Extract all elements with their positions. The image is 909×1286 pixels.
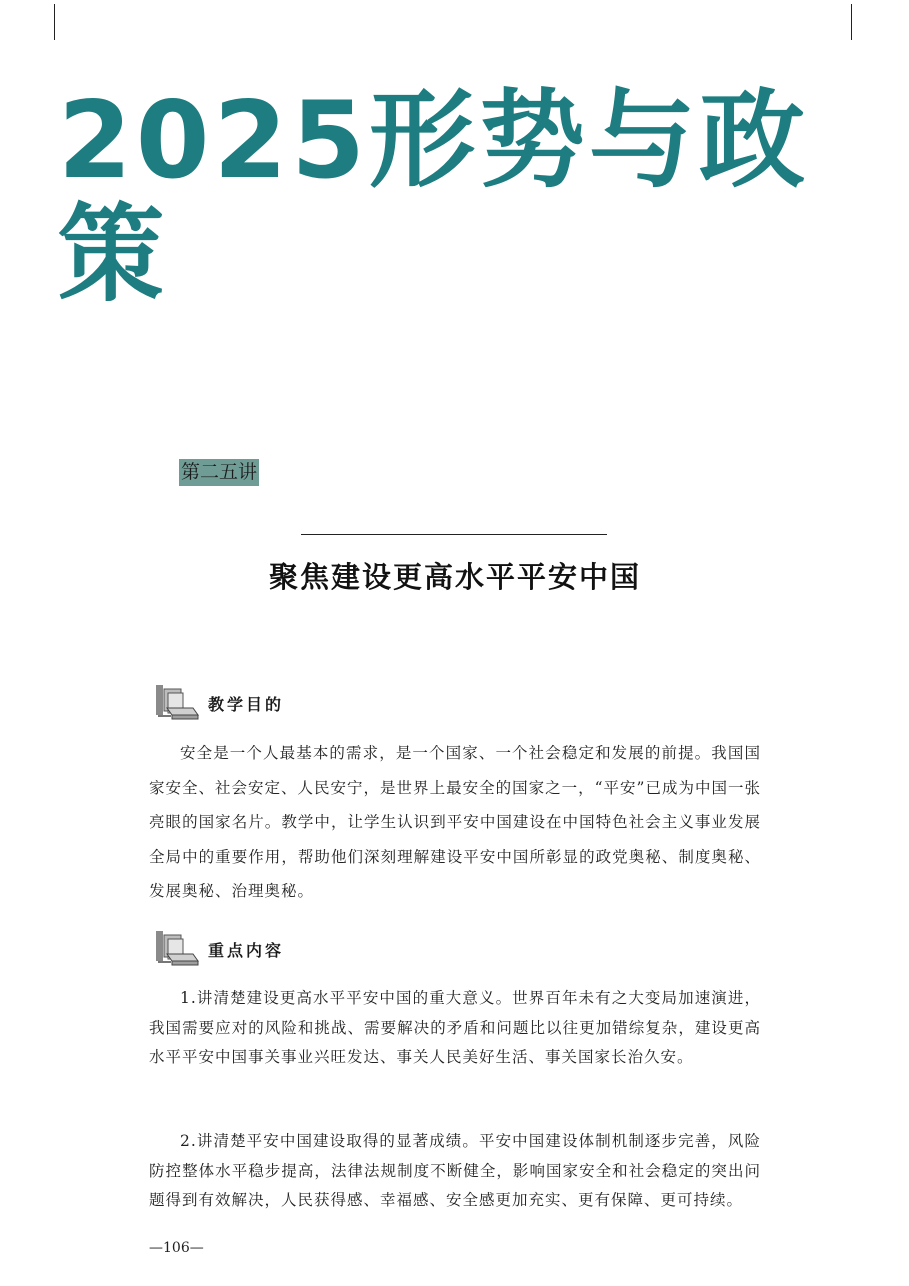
objectives-paragraph: 安全是一个人最基本的需求，是一个国家、一个社会稳定和发展的前提。我国国家安全、社会安定、人民安宁，是世界上最安全的国家之一，“平安”已成为中国一张亮眼的国家名片。教学中，让学生认识到平安中国建设在中国特色社会主义事业发展全局中的重要作用，帮助他们深刻理解建设平安中国所彰显的政党奥秘、制度奥秘、发展奥秘、治理奥秘。	[149, 744, 761, 900]
folder-stack-icon	[153, 680, 199, 722]
section-label-objectives: 教学目的	[208, 695, 285, 714]
key-point-1: 1.讲清楚建设更高水平平安中国的重大意义。世界百年未有之大变局加速演进，我国需要应对的风险和挑战、需要解决的矛盾和问题比以往更加错综复杂，建设更高水平平安中国事关事业兴旺发达、事关人民美好生活、事关国家长治久安。	[149, 989, 761, 1066]
lecture-number: 第二五讲	[179, 459, 259, 486]
key-point-2: 2.讲清楚平安中国建设取得的显著成绩。平安中国建设体制机制逐步完善，风险防控整体水平稳步提高，法律法规制度不断健全，影响国家安全和社会稳定的突出问题得到有效解决，人民获得感、幸福感、安全感更加充实、更有保障、更可持续。	[149, 1132, 761, 1209]
title-rule	[301, 534, 607, 535]
page-number: —106—	[149, 1240, 204, 1256]
chapter-title: 聚焦建设更高水平平安中国	[268, 560, 641, 594]
crop-mark-left	[54, 4, 55, 40]
folder-stack-icon	[153, 926, 199, 968]
book-title: 2025形势与政策	[58, 79, 810, 316]
crop-mark-right	[851, 4, 852, 40]
section-label-key-points: 重点内容	[208, 941, 285, 960]
